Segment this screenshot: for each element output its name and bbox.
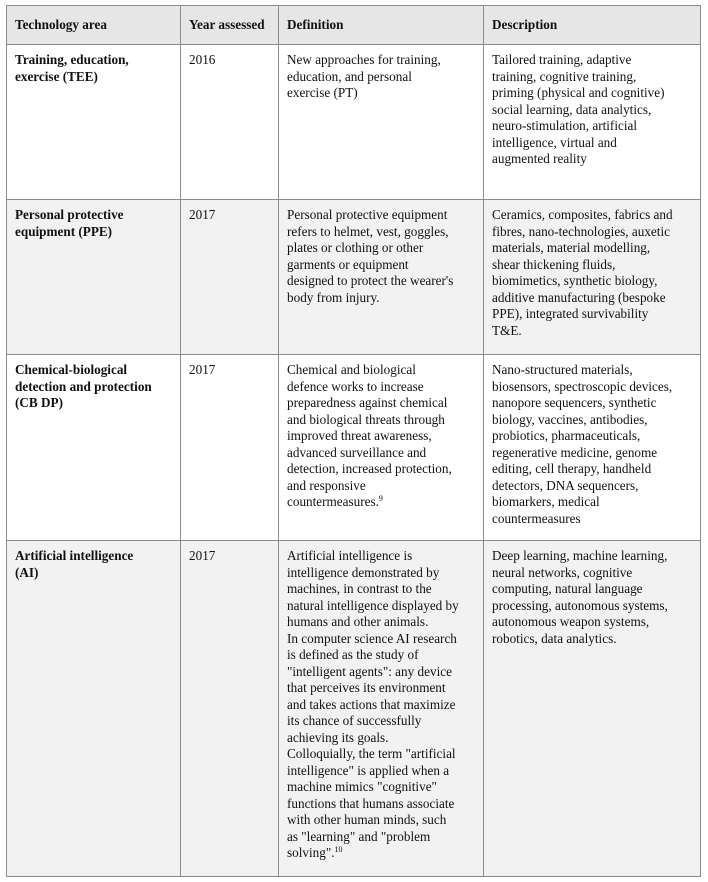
header-definition: Definition [279,6,484,45]
year-cell: 2017 [181,355,279,541]
table-row [7,355,701,541]
footnote-marker: 10 [334,845,343,854]
table-row [7,45,701,200]
table-header-row [7,6,701,45]
year-cell: 2016 [181,45,279,200]
description-cell: Tailored training, adaptive training, cognitive training, priming (physical and cognitive) social learning, data analytics, neuro-stimulation, artificial intelligence, virtual and augmented reality [484,45,701,200]
header-description: Description [484,6,701,45]
header-technology-area: Technology area [7,6,181,45]
year-cell: 2017 [181,200,279,355]
technology-area-cell: Personal protective equipment (PPE) [7,200,181,355]
definition-cell: New approaches for training, education, and personal exercise (PT) [279,45,484,200]
definition-cell: Artificial intelligence is intelligence demonstrated by machines, in contrast to the natural intelligence displayed by humans and other animals. In computer science AI research is defined as the study of "intelligent agents": any device that perceives its environment and takes actions that maximize its chance of successfully achieving its goals. Colloquially, the term "artificial intelligence" is applied when a machine mimics "cognitive" functions that humans associate with other human minds, such as "learning" and "problem solving".$^{10}$ [279,541,484,877]
description-cell: Nano-structured materials, biosensors, spectroscopic devices, nanopore sequencers, synthetic biology, vaccines, antibodies, probiotics, pharmaceuticals, regenerative medicine, genome editing, cell therapy, handheld detectors, DNA sequencers, biomarkers, medical countermeasures [484,355,701,541]
footnote-marker: 9 [378,494,383,503]
table-row [7,200,701,355]
technology-area-cell: Training, education, exercise (TEE) [7,45,181,200]
description-cell: Ceramics, composites, fabrics and fibres, nano-technologies, auxetic materials, material modelling, shear thickening fluids, biomimetics, synthetic biology, additive manufacturing (bespoke PPE), integrated survivability T&E. [484,200,701,355]
technology-area-cell: Chemical-biological detection and protection (CB DP) [7,355,181,541]
definition-cell: Chemical and biological defence works to increase preparedness against chemical and biological threats through improved threat awareness, advanced surveillance and detection, increased protection, and responsive countermeasures.$^9$ [279,355,484,541]
header-year-assessed: Year assessed [181,6,279,45]
technology-area-cell: Artificial intelligence (AI) [7,541,181,877]
year-cell: 2017 [181,541,279,877]
definition-cell: Personal protective equipment refers to helmet, vest, goggles, plates or clothing or other garments or equipment designed to protect the wearer's body from injury. [279,200,484,355]
description-cell: Deep learning, machine learning, neural networks, cognitive computing, natural language processing, autonomous systems, autonomous weapon systems, robotics, data analytics. [484,541,701,877]
table-row [7,541,701,877]
technology-table [6,5,701,877]
